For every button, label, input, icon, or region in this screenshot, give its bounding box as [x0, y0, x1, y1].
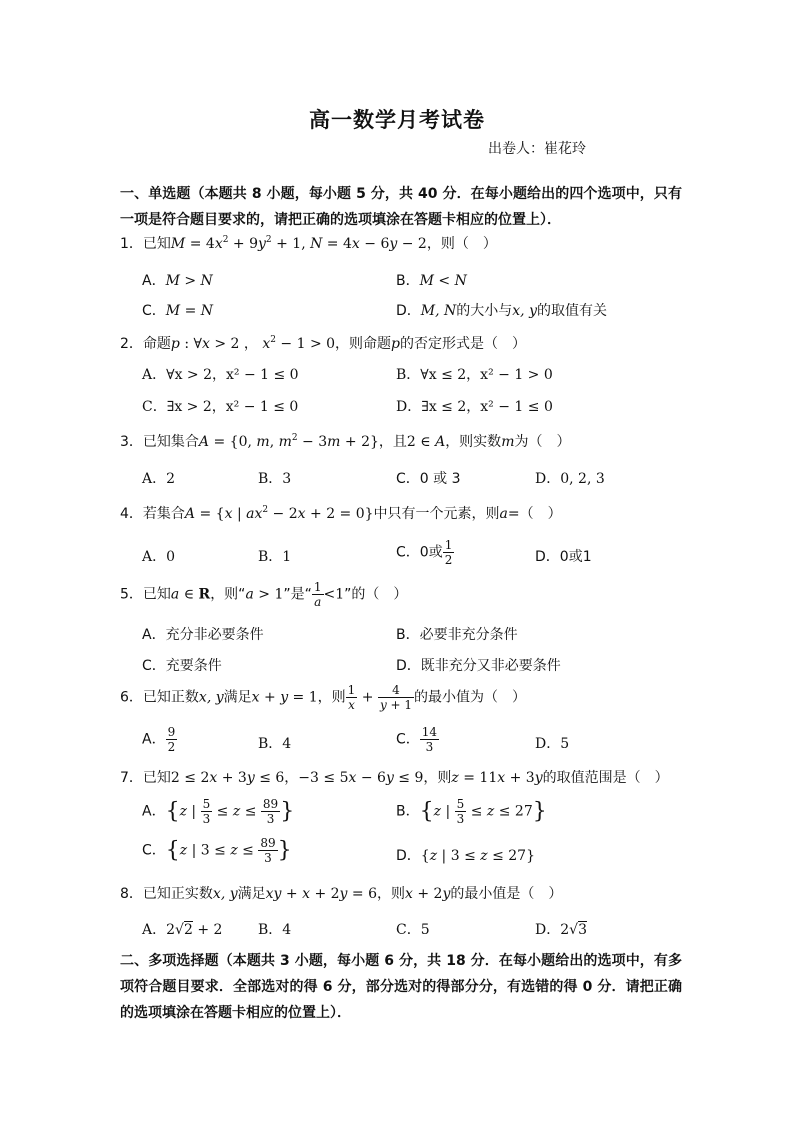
option-label: B． — [396, 367, 421, 383]
q5-option-c[interactable] — [142, 655, 222, 675]
q8-mid2: ，则 — [377, 886, 406, 902]
fraction: $\frac{1}{x}$ — [347, 683, 356, 712]
q5-cond: a ∈ R — [170, 586, 211, 603]
option-label: C． — [142, 658, 166, 674]
q5-option-a[interactable] — [142, 624, 264, 644]
q3-tail: 为（ ） — [514, 434, 571, 450]
option-label: D． — [535, 922, 561, 938]
q6-cond: x + y = 1 — [251, 689, 318, 706]
q2-option-b[interactable] — [396, 364, 553, 384]
q8-expr: x + 2y — [405, 886, 451, 902]
q7-mid2: ，则 — [423, 770, 452, 786]
option-label: D． — [396, 658, 421, 674]
q7-option-b[interactable]: B．{z | $\frac{5}{3}$ ≤ z ≤ 27} — [396, 797, 547, 826]
q2-formula: p : ∀x > 2 ， $x^2 - 1 > 0$ — [170, 335, 336, 352]
q7-option-a[interactable]: A．{z | $\frac{5}{3}$ ≤ z ≤ $\frac{89}{3}$ } — [142, 797, 295, 826]
q6-option-c[interactable] — [396, 725, 439, 754]
option-label: D． — [535, 471, 561, 487]
q2-var: p — [391, 336, 401, 352]
q8-vars: x, y — [212, 886, 238, 902]
q7-option-d[interactable]: D．{z | 3 ≤ z ≤ 27} — [396, 848, 535, 864]
question-1 — [120, 233, 497, 253]
fraction: $\frac{5}{3}$ — [202, 797, 211, 826]
question-5 — [120, 580, 407, 609]
question-6: 6．已知正数x, y满足x + y = 1，则 $\frac{1}{x}$ + $\frac{4}{y + 1}$ 的最小值为（ ） — [120, 683, 527, 712]
fraction: $\frac{1}{2}$ — [444, 538, 453, 567]
fraction: $\frac{5}{3}$ — [456, 797, 465, 826]
fraction: $\frac{89}{3}$ — [262, 797, 279, 826]
q6-option-a[interactable] — [142, 725, 177, 754]
option-text: 5 — [560, 736, 570, 752]
section1-desc: （本题共 8 小题，每小题 5 分，共 40 分．在每小题给出的四个选项中，只有一项是符合题目要求的，请把正确的选项填涂在答题卡相应的位置上）． — [120, 186, 683, 228]
option-label: B． — [396, 627, 420, 643]
option-label: D． — [396, 399, 422, 415]
option-label: A． — [142, 367, 167, 383]
question-2 — [120, 333, 526, 353]
option-label: B． — [258, 471, 283, 487]
q8-mid: 满足 — [237, 886, 266, 902]
option-label: D． — [535, 549, 560, 565]
q6-vars: x, y — [198, 689, 224, 706]
option-text: 4 — [282, 922, 292, 938]
q8-option-d[interactable]: D．2√3 — [535, 922, 587, 938]
q5-mid2: ”是“ — [283, 586, 312, 603]
q3-option-c[interactable] — [396, 468, 461, 488]
q1-option-d[interactable] — [396, 300, 607, 320]
q3-var: m — [501, 434, 515, 450]
option-text: ∃x ≤ 2，x² − 1 ≤ 0 — [421, 399, 553, 415]
q6-option-b[interactable] — [258, 733, 291, 753]
q3-mid2: ，则实数 — [445, 434, 502, 450]
option-text: 0, 2, 3 — [560, 471, 605, 487]
option-text: 5 — [420, 922, 430, 938]
option-text: 的大小与 — [456, 303, 513, 319]
q3-option-d[interactable] — [535, 468, 605, 488]
option-text: 的取值有关 — [537, 303, 607, 319]
q4-tail: =（ ） — [507, 506, 562, 522]
q4-set: A = {x | $ax^2 - 2x + 2 = 0$} — [184, 505, 374, 522]
q3-set: A = {0, m, $m^2 - 3m + 2$} — [198, 433, 379, 450]
q4-option-c[interactable] — [396, 538, 454, 567]
fraction: $\frac{14}{3}$ — [421, 725, 438, 754]
option-label: A． — [142, 549, 167, 565]
q7-option-c[interactable]: C．{z | 3 ≤ z ≤ $\frac{89}{3}$ } — [142, 836, 292, 865]
option-text: 0 — [166, 549, 176, 565]
option-label: B． — [396, 273, 420, 289]
option-label: C． — [142, 303, 166, 319]
fraction: $\frac{9}{2}$ — [167, 725, 176, 754]
option-label: B． — [258, 922, 283, 938]
q5-stem: 5．已知 — [120, 586, 171, 603]
option-text: 0或1 — [559, 549, 592, 565]
option-text: M > N — [165, 273, 213, 289]
q8-option-a[interactable]: A．2√2 + 2 — [142, 922, 223, 938]
option-text: 充分非必要条件 — [165, 627, 264, 643]
q4-var: a — [499, 506, 508, 522]
q1-formula: M — [170, 236, 186, 252]
author-line: 出卷人：崔花玲 — [488, 141, 586, 157]
q6-mid: 满足 — [223, 689, 252, 706]
option-text: 既非充分又非必要条件 — [420, 658, 561, 674]
option-label: D． — [396, 848, 421, 864]
q5-a: a > 1 — [245, 586, 284, 603]
section1-intro — [120, 181, 682, 233]
q7-expr: z = 11x + 3y — [451, 770, 543, 786]
q4-option-a[interactable] — [142, 546, 175, 566]
q5-tail: ”的（ ） — [344, 586, 408, 603]
q1-option-c[interactable] — [142, 300, 213, 320]
q3-mid: ，且 — [378, 434, 407, 450]
q2-stem: 2．命题 — [120, 336, 171, 352]
option-label: C． — [142, 399, 167, 415]
option-label: C． — [396, 471, 420, 487]
question-4 — [120, 503, 562, 523]
option-label: C． — [396, 922, 421, 938]
q2-option-a[interactable] — [142, 364, 299, 384]
option-text: ∀x ≤ 2，x² − 1 > 0 — [420, 367, 553, 383]
q7-stem: 7．已知 — [120, 770, 171, 786]
q8-stem: 8．已知正实数 — [120, 886, 213, 902]
q1-stem: 1．已知 — [120, 236, 171, 252]
q2-option-d[interactable] — [396, 396, 553, 416]
option-text: ∃x > 2，x² − 1 ≤ 0 — [166, 399, 299, 415]
q7-cond2: −3 ≤ 5x − 6y ≤ 9 — [298, 770, 424, 786]
q4-option-d[interactable] — [535, 546, 592, 566]
q2-option-c[interactable] — [142, 396, 298, 416]
option-label: A． — [142, 922, 167, 938]
q3-option-a[interactable] — [142, 468, 175, 488]
q7-cond1: 2 ≤ 2x + 3y ≤ 6 — [170, 770, 285, 786]
section2-heading: 二、多项选择题 — [120, 953, 219, 969]
fraction: $\frac{4}{y + 1}$ — [379, 683, 413, 712]
q6-tail: 的最小值为（ ） — [414, 689, 527, 706]
option-label: A． — [142, 471, 167, 487]
option-label: C． — [396, 731, 420, 748]
option-label: B． — [258, 549, 283, 565]
q7-tail: 的取值范围是（ ） — [542, 770, 669, 786]
option-text: 0 或 3 — [419, 471, 461, 487]
section1-heading: 一、单选题 — [120, 186, 191, 202]
q5-option-b[interactable] — [396, 624, 518, 644]
option-label: D． — [396, 303, 421, 319]
q5-option-d[interactable] — [396, 655, 561, 675]
fraction: $\frac{1}{a}$ — [313, 580, 322, 609]
option-label: C． — [396, 544, 420, 561]
q4-mid: 中只有一个元素，则 — [373, 506, 500, 522]
q1-option-a[interactable] — [142, 270, 213, 290]
section2-intro — [120, 948, 682, 1026]
option-label: A． — [142, 803, 166, 820]
q2-tail: ，则命题 — [335, 336, 392, 352]
option-label: C． — [142, 842, 166, 859]
question-7 — [120, 767, 669, 787]
page-title: 高一数学月考试卷 — [309, 108, 485, 132]
q5-mid: ，则“ — [210, 586, 246, 603]
q6-option-d[interactable] — [535, 733, 569, 753]
option-text: 0或 — [419, 544, 443, 561]
q5-b: <1 — [323, 586, 345, 603]
option-label: B． — [258, 736, 283, 752]
option-text: ∀x > 2，x² − 1 ≤ 0 — [166, 367, 299, 383]
option-text: 4 — [282, 736, 292, 752]
q4-option-b[interactable] — [258, 546, 291, 566]
option-label: A． — [142, 273, 166, 289]
option-text: M, N — [420, 303, 457, 319]
option-text: 3 — [282, 471, 292, 487]
q4-stem: 4．若集合 — [120, 506, 185, 522]
option-label: B． — [396, 803, 420, 820]
q1-formula-rest: = $4x^2 + 9y^2 + 1$, N = 4x − 6y − 2 — [185, 235, 427, 252]
option-text: 必要非充分条件 — [419, 627, 518, 643]
q8-tail: 的最小值是（ ） — [450, 886, 563, 902]
q3-cond: 2 ∈ A — [406, 434, 446, 450]
question-8 — [120, 883, 562, 903]
option-text: 充要条件 — [165, 658, 222, 674]
fraction: $\frac{89}{3}$ — [260, 836, 276, 865]
q7-mid: ， — [284, 770, 299, 786]
q8-option-b[interactable] — [258, 919, 291, 939]
option-text: 1 — [282, 549, 292, 565]
option-label: A． — [142, 731, 166, 748]
question-3 — [120, 431, 570, 451]
q8-cond: xy + x + 2y = 6 — [265, 886, 378, 902]
q1-option-b[interactable] — [396, 270, 467, 290]
option-text: M < N — [419, 273, 467, 289]
q6-mid2: ，则 — [317, 689, 346, 706]
section2-desc: （本题共 3 小题，每小题 6 分，共 18 分．在每小题给出的选项中，有多项符合题目要求．全部选对的得 6 分，部分选对的得部分分，有选错的得 0 分．请把正确的选项填涂在答题卡相应的位置上）． — [120, 953, 682, 1021]
option-label: D． — [535, 736, 561, 752]
option-label: A． — [142, 627, 166, 643]
option-text: 2 — [166, 471, 176, 487]
option-text: M = N — [165, 303, 213, 319]
q8-option-c[interactable] — [396, 919, 430, 939]
q2-tail2: 的否定形式是（ ） — [400, 336, 527, 352]
q1-tail: ，则（ ） — [426, 236, 497, 252]
option-text: x, y — [512, 303, 537, 319]
q3-stem: 3．已知集合 — [120, 434, 199, 450]
q3-option-b[interactable] — [258, 468, 291, 488]
q6-stem: 6．已知正数 — [120, 689, 199, 706]
